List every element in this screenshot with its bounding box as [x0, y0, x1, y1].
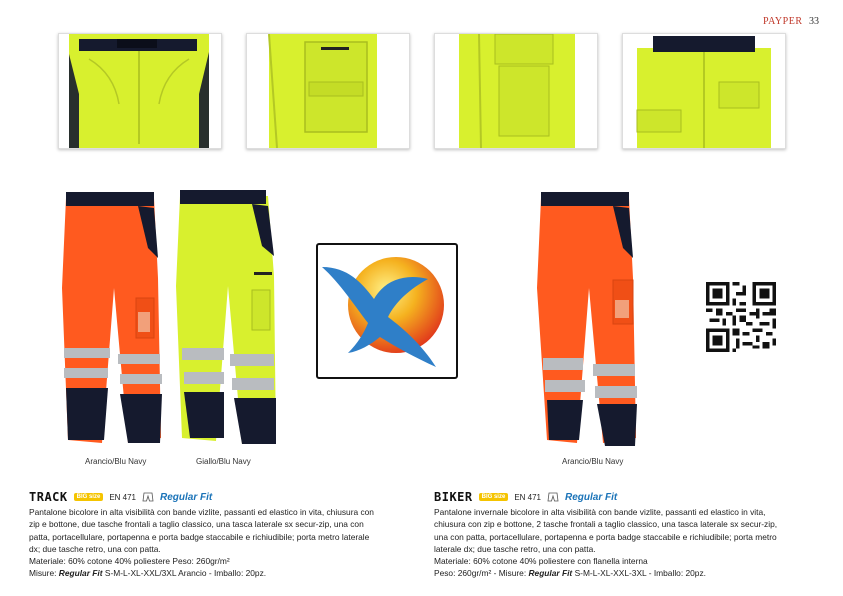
detail-photo-back [622, 33, 786, 149]
biker-description [434, 506, 784, 580]
track-product-name: TRACK [29, 490, 68, 504]
track-standard: EN 471 [109, 492, 136, 502]
biker-product-name: BIKER [434, 490, 473, 504]
biker-orange-pants-photo [533, 188, 643, 450]
detail-photo-leg-side [434, 33, 598, 149]
qr-code[interactable] [706, 282, 776, 352]
track-sizes-prefix: Misure: [29, 568, 57, 579]
track-description-text: Pantalone bicolore in alta visibilità con bande vizlite, passanti ed elastico in vita, chiusura con zip e bottone, due tasche frontali a taglio classico, una tasca laterale sx secur-zip, una con patta, portacellulare, portapenna e porta badge staccabile e richiudibile; porta metro laterale dx; due tasche retro, una con patta. [29, 507, 374, 554]
page-number: 33 [809, 16, 819, 27]
biker-title-row [434, 490, 617, 504]
biker-standard: EN 471 [514, 492, 541, 502]
track-orange-pants-photo [58, 188, 168, 450]
biker-sizes-fit: Regular Fit [528, 568, 573, 579]
track-yellow-pants-photo [172, 186, 282, 450]
brand-name: PAYPER [762, 16, 803, 27]
track-yellow-caption: Giallo/Blu Navy [196, 457, 251, 466]
track-orange-caption: Arancio/Blu Navy [85, 457, 147, 466]
track-fit-label: Regular Fit [160, 491, 213, 503]
biker-fit-label: Regular Fit [565, 491, 618, 503]
bird-sun-logo [318, 245, 452, 373]
big-size-badge: BIG size [74, 493, 104, 501]
detail-photo-side-pocket [246, 33, 410, 149]
biker-sizes [434, 567, 784, 579]
track-sizes-list: S-M-L-XL-XXL/3XL Arancio - Imballo: 20pz. [104, 568, 267, 579]
biker-orange-caption: Arancio/Blu Navy [562, 457, 624, 466]
biker-material: Materiale: 60% cotone 40% poliestere con flanella interna [434, 556, 648, 567]
big-size-badge: BIG size [479, 493, 509, 501]
biker-sizes-prefix: Peso: 260gr/m² - Misure: [434, 568, 527, 579]
track-material: Materiale: 60% cotone 40% poliestere Peso: 260gr/m² [29, 556, 230, 567]
track-description [29, 506, 379, 580]
brand-logo [316, 243, 458, 379]
track-sizes-fit: Regular Fit [58, 568, 103, 579]
detail-photo-waist-front [58, 33, 222, 149]
track-sizes [29, 567, 379, 579]
fit-pants-icon [142, 492, 154, 502]
track-title-row [29, 490, 212, 504]
page-header [763, 16, 819, 27]
biker-description-text: Pantalone invernale bicolore in alta visibilità con bande vizlite, passanti ed elastico in vita, chiusura con zip e bottone, 2 tasche frontali a taglio classico, una tasca laterale sx secur-zip, una con patta, portacellulare, portapenna e porta badge staccabile e richiudibile; porta metro laterale dx; due tasche retro, una con patta. [434, 507, 778, 554]
fit-pants-icon [547, 492, 559, 502]
biker-sizes-list: S-M-L-XL-XXL-3XL - Imballo: 20pz. [574, 568, 706, 579]
